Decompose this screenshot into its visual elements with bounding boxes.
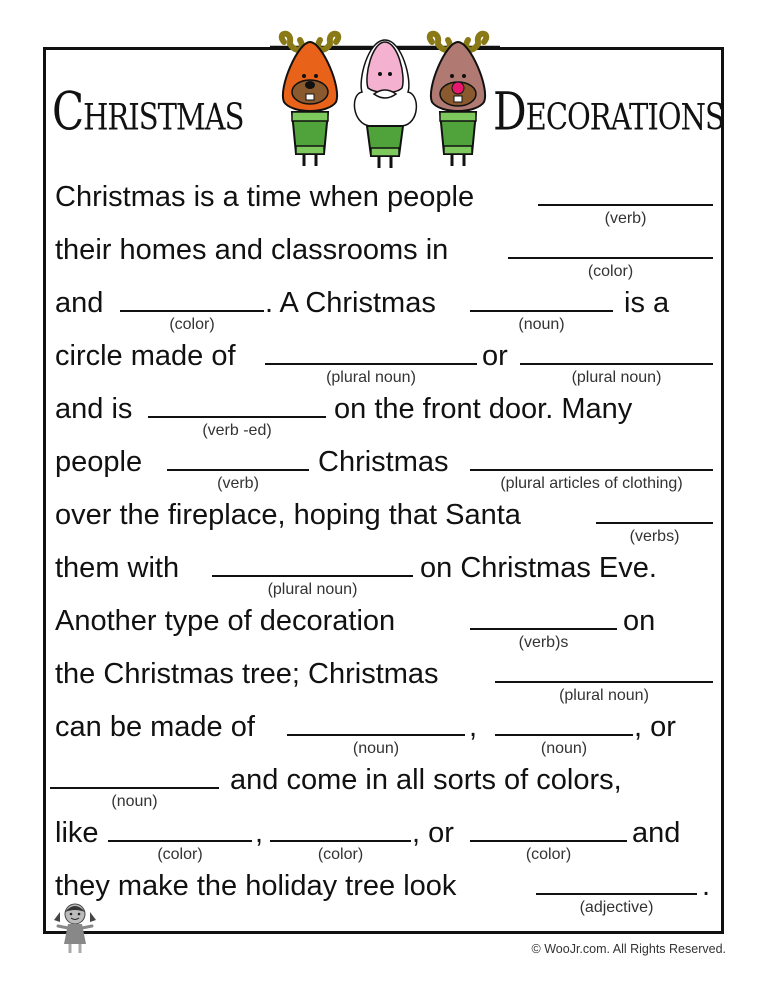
story-text: or — [482, 340, 508, 372]
fill-in-blank[interactable] — [520, 363, 713, 365]
blank-word-type-label: (color) — [169, 316, 215, 333]
blank-word-type-label: (color) — [317, 846, 364, 863]
title-decorations: Decorations — [493, 80, 724, 142]
story-text: is a — [624, 287, 670, 319]
fill-in-blank[interactable] — [148, 416, 326, 418]
fill-in-blank[interactable] — [470, 628, 617, 630]
story-text: over the fireplace, hoping that Santa — [55, 499, 521, 531]
fill-in-blank[interactable] — [538, 204, 713, 206]
story-text: can be made of — [55, 711, 255, 743]
fill-in-blank[interactable] — [270, 840, 411, 842]
story-text: on the front door. Many — [334, 393, 633, 425]
blank-word-type-label: (verb) — [217, 475, 259, 492]
story-text: them with — [55, 552, 180, 584]
blank-word-type-label: (color) — [587, 263, 634, 280]
story-text: their homes and classrooms in — [55, 234, 449, 266]
fill-in-blank[interactable] — [596, 522, 713, 524]
story-text: like — [55, 817, 99, 849]
fill-in-blank[interactable] — [120, 310, 264, 312]
fill-in-blank[interactable] — [508, 257, 713, 259]
story-text: the Christmas tree; Christmas — [55, 658, 439, 690]
blank-word-type-label: (plural noun) — [326, 369, 416, 386]
story-text: and — [632, 817, 681, 849]
story-text: and is — [55, 393, 133, 425]
santa-light-icon — [354, 40, 416, 168]
blank-word-type-label: (verb) — [604, 210, 647, 227]
blank-word-type-label: (adjective) — [579, 899, 654, 916]
fill-in-blank[interactable] — [212, 575, 413, 577]
story-text: Christmas — [318, 446, 449, 478]
story-text: on Christmas Eve. — [420, 552, 657, 584]
fill-in-blank[interactable] — [287, 734, 465, 736]
girl-mascot-icon — [52, 900, 98, 955]
blank-word-type-label: (noun) — [540, 740, 588, 757]
story-text: , or — [634, 711, 676, 743]
blank-word-type-label: (color) — [157, 846, 203, 863]
reindeer-light-brown-icon — [430, 34, 487, 166]
story-text: and come in all sorts of colors, — [230, 764, 622, 796]
story-text: Another type of decoration — [55, 605, 396, 637]
story-text: circle made of — [55, 340, 236, 372]
christmas-lights-characters-icon — [270, 30, 500, 170]
fill-in-blank[interactable] — [50, 787, 219, 789]
fill-in-blank[interactable] — [470, 310, 613, 312]
blank-word-type-label: (color) — [525, 846, 572, 863]
fill-in-blank[interactable] — [265, 363, 477, 365]
blank-word-type-label: (noun) — [111, 793, 158, 810]
blank-word-type-label: (plural noun) — [559, 687, 649, 704]
story-text: they make the holiday tree look — [55, 870, 457, 902]
fill-in-blank[interactable] — [495, 681, 713, 683]
fill-in-blank[interactable] — [108, 840, 252, 842]
blank-word-type-label: (plural articles of clothing) — [500, 475, 683, 492]
blank-word-type-label: (verb -ed) — [202, 422, 272, 439]
blank-word-type-label: (verb)s — [518, 634, 569, 651]
reindeer-light-orange-icon — [282, 34, 339, 166]
story-text: . A Christmas — [265, 287, 436, 319]
copyright-notice: © WooJr.com. All Rights Reserved. — [531, 942, 726, 956]
fill-in-blank[interactable] — [536, 893, 697, 895]
story-text: on — [623, 605, 656, 637]
blank-word-type-label: (plural noun) — [267, 581, 358, 598]
blank-word-type-label: (noun) — [518, 316, 565, 333]
fill-in-blank[interactable] — [495, 734, 633, 736]
story-text: Christmas is a time when people — [55, 181, 475, 213]
blank-word-type-label: (noun) — [352, 740, 400, 757]
blank-word-type-label: (verbs) — [629, 528, 680, 545]
fill-in-blank[interactable] — [470, 469, 713, 471]
fill-in-blank[interactable] — [470, 840, 627, 842]
fill-in-blank[interactable] — [167, 469, 309, 471]
story-text: people — [55, 446, 143, 478]
story-text: , — [255, 817, 264, 849]
title-christmas: Christmas — [52, 80, 244, 142]
blank-word-type-label: (plural noun) — [571, 369, 662, 386]
story-text: , or — [412, 817, 454, 849]
story-text: , — [469, 711, 478, 743]
story-text: and — [55, 287, 104, 319]
story-text: . — [702, 870, 711, 902]
